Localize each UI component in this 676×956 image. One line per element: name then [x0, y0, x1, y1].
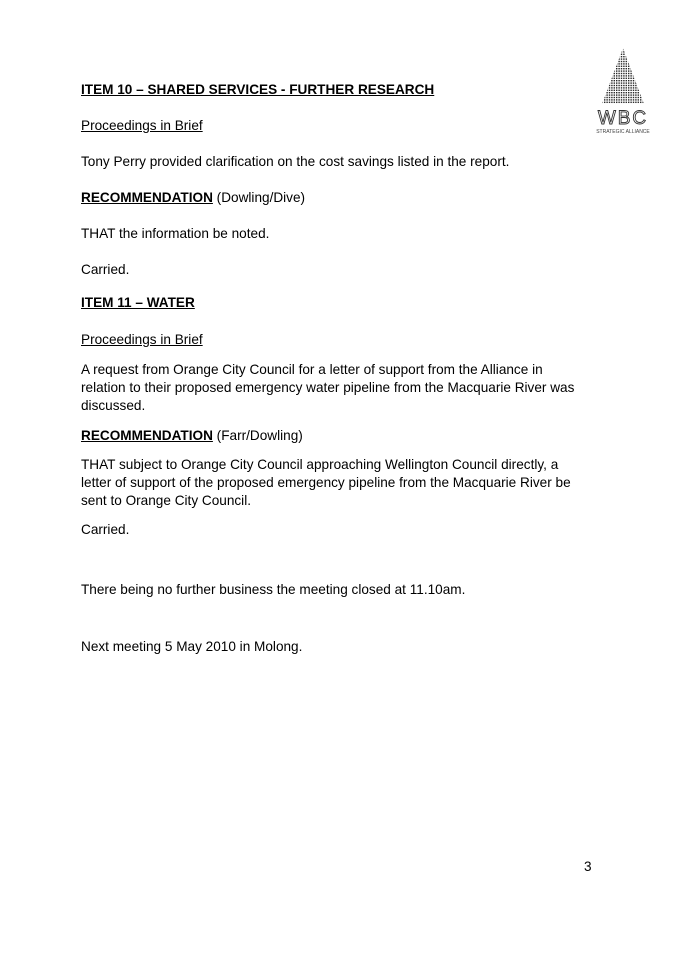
- recommendation-label: RECOMMENDATION: [81, 428, 213, 443]
- recommendation-movers: (Farr/Dowling): [212, 428, 303, 443]
- item-11-status: Carried.: [81, 522, 130, 537]
- recommendation-movers: (Dowling/Dive): [212, 190, 306, 205]
- item-10-heading: ITEM 10 – SHARED SERVICES - FURTHER RESEARCH: [81, 82, 435, 97]
- item-10-proceedings-label: Proceedings in Brief: [81, 118, 203, 133]
- item-11-proceedings-text: A request from Orange City Council for a letter of support from the Alliance in relation to their proposed emergency water pipeline from the Macquarie River was discussed.: [81, 362, 575, 413]
- next-meeting-text: Next meeting 5 May 2010 in Molong.: [81, 639, 303, 654]
- item-11-recommendation: [81, 427, 303, 445]
- item-10-status: Carried.: [81, 262, 130, 277]
- item-11-resolution: THAT subject to Orange City Council approaching Wellington Council directly, a letter of support of the proposed emergency pipeline from the Macquarie River be sent to Orange City Council.: [81, 457, 571, 508]
- item-10-resolution: THAT the information be noted.: [81, 226, 270, 241]
- page-number: 3: [584, 859, 592, 874]
- item-11-proceedings-label: Proceedings in Brief: [81, 332, 203, 347]
- item-10-proceedings-text: Tony Perry provided clarification on the cost savings listed in the report.: [81, 154, 510, 169]
- logo-wordmark: WBC: [597, 108, 649, 129]
- item-11-heading: ITEM 11 – WATER: [81, 295, 195, 310]
- logo-subtext: STRATEGIC ALLIANCE: [596, 129, 650, 135]
- meeting-closing-text: There being no further business the meeting closed at 11.10am.: [81, 582, 466, 597]
- recommendation-label: RECOMMENDATION: [81, 190, 213, 205]
- wbc-logo: [592, 44, 672, 140]
- wbc-triangle-logo-icon: [592, 44, 672, 140]
- item-10-recommendation: [81, 189, 305, 207]
